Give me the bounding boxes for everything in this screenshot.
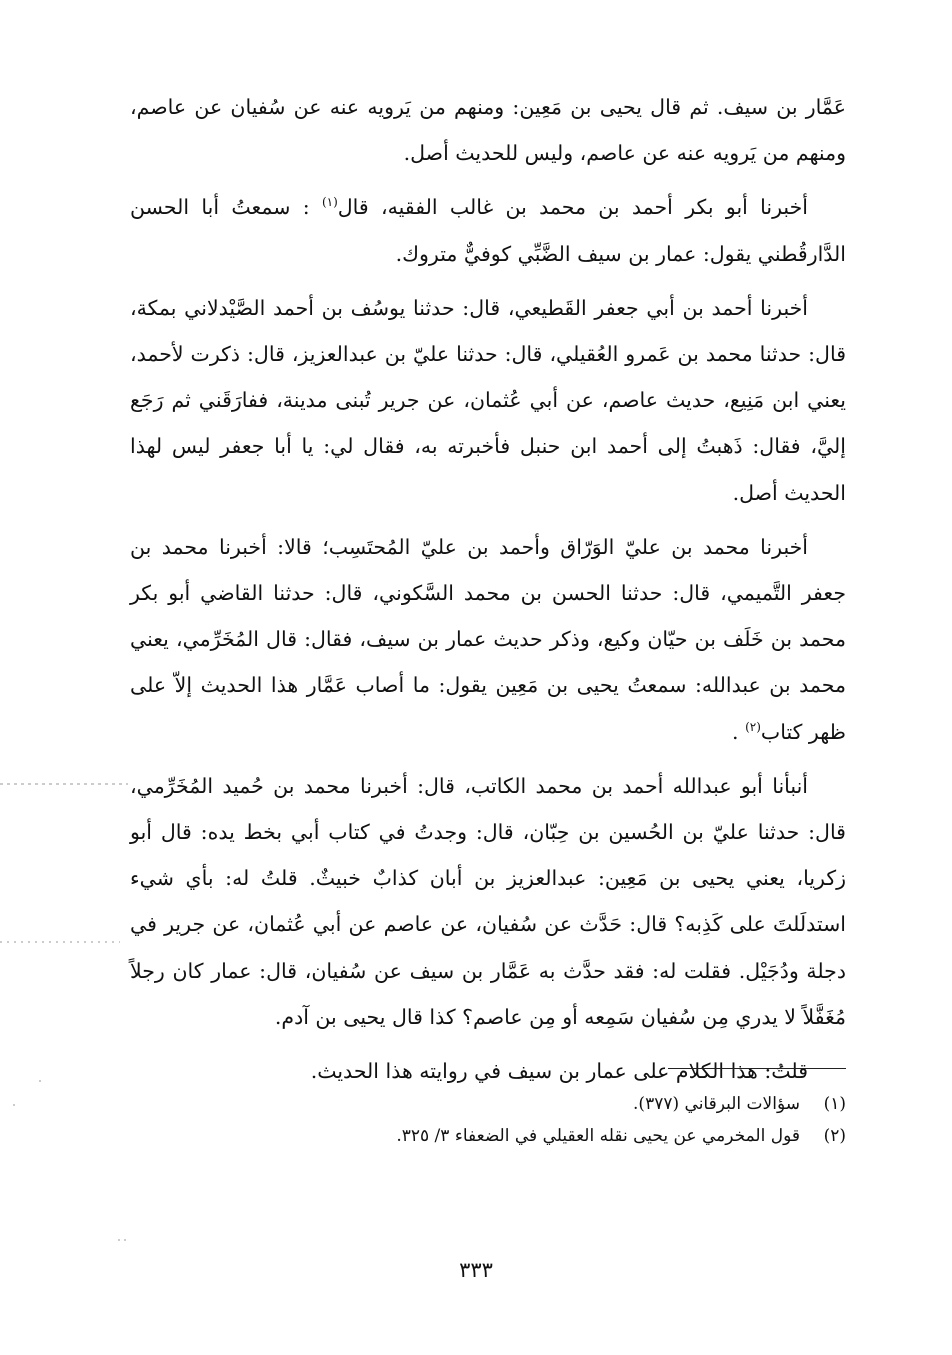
footnote-2 [130, 1120, 846, 1152]
footnote-1 [130, 1088, 846, 1120]
paragraph-2-text-before: أخبرنا أبو بكر أحمد بن محمد بن غالب الفقيه، قال [337, 195, 808, 220]
footnote-separator [668, 1068, 846, 1069]
footnote-ref-2: (٢) [745, 719, 761, 734]
footnote-ref-1: (١) [321, 195, 338, 210]
paragraph-4-text-after: . [732, 719, 746, 744]
footnote-1-number: (١) [823, 1094, 846, 1114]
footnote-1-text: سؤالات البرقاني (٣٧٧). [633, 1094, 800, 1114]
paragraph-5: أنبأنا أبو عبدالله أحمد بن محمد الكاتب، قال: أخبرنا محمد بن حُميد المُخَرِّمي، قال: حدثنا عليّ بن الحُسين بن حِبّان، قال: وجدتُ في كتاب أبي بخط يده: قال أبو زكريا، يعني يحيى بن مَعِين: عبدالعزيز بن أبان كذابٌ خبيثٌ. قلتُ له: بأي شيء استدلَلتَ على كَذِبه؟ قال: حَدَّث عن سُفيان، عن عاصم عن أبي عُثمان، عن جرير في دجلة ودُجَيْل. فقلت له: فقد حدَّث به عَمَّار بن سيف عن سُفيان، قال: عمار كان رجلاً مُغَفَّلاً لا يدري مِن سُفيان سَمِعه أو مِن عاصم؟ كذا قال يحيى بن آدم. [130, 773, 846, 1029]
paragraph-4 [130, 524, 846, 755]
paragraph-4-text-before: أخبرنا محمد بن عليّ الوَرّاق وأحمد بن عليّ المُحتَسِب؛ قالا: أخبرنا محمد بن جعفر التَّميمي، قال: حدثنا الحسن بن محمد السَّكوني، قال: حدثنا القاضي أبو بكر محمد بن خَلَف بن حيّان وكيع، وذكر حديث عمار بن سيف، فقال: قال المُخَرِّمي، يعني محمد بن عبدالله: سمعتُ يحيى بن مَعِين يقول: ما أصاب عَمَّار هذا الحديث إلاّ على ظهر كتاب [130, 534, 846, 744]
paragraph-6: قلتُ: هذا الكلام على عمار بن سيف في روايته هذا الحديث. [310, 1059, 808, 1084]
paragraph-3: أخبرنا أحمد بن أبي جعفر القَطيعي، قال: حدثنا يوسُف بن أحمد الصَّيْدلاني بمكة، قال: حدثنا محمد بن عَمرو العُقيلي، قال: حدثنا عليّ بن عبدالعزيز، قال: ذكرت لأحمد، يعني ابن مَنِيع، حديث عاصم، عن أبي عُثمان، عن جرير تُبنى مدينة، ففارَقَني ثم رَجَع إليَّ، فقال: ذَهبتُ إلى أحمد ابن حنبل فأخبرته به، فقال لي: يا أبا جعفر ليس لهذا الحديث أصل. [130, 295, 846, 505]
main-text [130, 84, 846, 1102]
footnotes [130, 1088, 846, 1152]
paragraph-2 [130, 184, 846, 276]
scan-margin-marks [0, 0, 130, 1355]
footnote-2-number: (٢) [823, 1126, 846, 1146]
paragraph-2-text-after: : سمعتُ أبا الحسن الدَّارقُطني يقول: عمار بن سيف الضَّبِّي كوفيٌّ متروك. [130, 195, 846, 266]
page-number: ٣٣٣ [459, 1258, 493, 1282]
footnote-2-text: قول المخرمي عن يحيى نقله العقيلي في الضعفاء ٣/ ٣٢٥. [396, 1126, 800, 1146]
paragraph-1: عَمَّار بن سيف. ثم قال يحيى بن مَعِين: ومنهم من يَرويه عنه عن سُفيان عن عاصم، ومنهم من يَرويه عنه عن عاصم، وليس للحديث أصل. [130, 95, 846, 166]
